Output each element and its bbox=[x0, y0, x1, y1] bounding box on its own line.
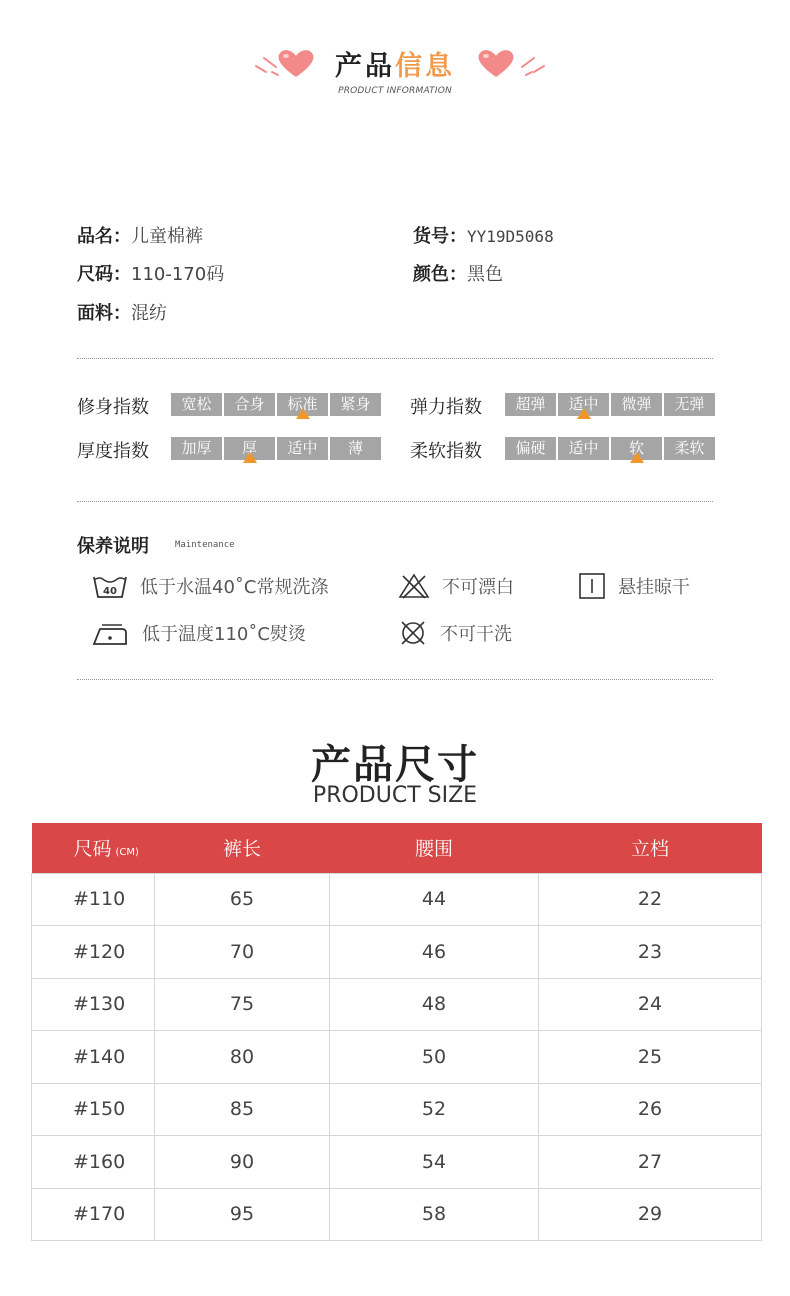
divider bbox=[77, 358, 713, 359]
table-cell: 27 bbox=[539, 1136, 762, 1189]
no-bleach-icon bbox=[398, 572, 430, 600]
scale-option: 软 bbox=[611, 437, 662, 460]
field-label: 货号： bbox=[413, 226, 467, 247]
fit-index-scale bbox=[171, 393, 381, 416]
table-cell: 44 bbox=[330, 873, 539, 926]
no-dry-clean-icon bbox=[398, 619, 428, 647]
table-cell: #110 bbox=[32, 873, 155, 926]
iron-110-icon bbox=[92, 619, 130, 647]
table-cell: 29 bbox=[539, 1188, 762, 1241]
field-label: 颜色： bbox=[413, 264, 467, 285]
heart-icon bbox=[468, 44, 548, 80]
selected-marker-icon bbox=[577, 408, 591, 419]
svg-text:40: 40 bbox=[103, 586, 117, 597]
wash-40-icon bbox=[92, 572, 128, 600]
hang-dry-icon bbox=[578, 572, 606, 600]
color-field bbox=[413, 260, 503, 286]
care-text: 悬挂晾干 bbox=[618, 577, 690, 598]
scale-option: 适中 bbox=[558, 393, 609, 416]
softness-index-scale bbox=[505, 437, 715, 460]
table-cell: 22 bbox=[539, 873, 762, 926]
size-section-subtitle: PRODUCT SIZE bbox=[312, 783, 478, 808]
scale-option: 加厚 bbox=[171, 437, 222, 460]
table-row bbox=[32, 1031, 762, 1084]
table-cell: 23 bbox=[539, 926, 762, 979]
table-cell: 70 bbox=[155, 926, 330, 979]
page-title: 产品信息 bbox=[335, 51, 455, 82]
table-cell: #120 bbox=[32, 926, 155, 979]
scale-option: 微弹 bbox=[611, 393, 662, 416]
care-item-dry-clean bbox=[398, 618, 512, 648]
scale-option: 无弹 bbox=[664, 393, 715, 416]
field-value: 110-170码 bbox=[131, 264, 225, 285]
page-subtitle: PRODUCT INFORMATION bbox=[338, 86, 452, 96]
scale-option: 柔软 bbox=[664, 437, 715, 460]
divider bbox=[77, 679, 713, 680]
selected-marker-icon bbox=[630, 452, 644, 463]
table-cell: 58 bbox=[330, 1188, 539, 1241]
care-item-iron bbox=[92, 618, 306, 648]
thickness-index-scale bbox=[171, 437, 381, 460]
care-item-wash bbox=[92, 571, 328, 601]
field-label: 品名： bbox=[77, 226, 131, 247]
care-text: 低于温度110˚C熨烫 bbox=[142, 624, 306, 645]
table-row bbox=[32, 978, 762, 1031]
selected-marker-icon bbox=[243, 452, 257, 463]
table-cell: 25 bbox=[539, 1031, 762, 1084]
table-header-row bbox=[32, 823, 762, 873]
selected-marker-icon bbox=[296, 408, 310, 419]
size-section-title: 产品尺寸 bbox=[311, 742, 479, 788]
care-item-bleach bbox=[398, 571, 514, 601]
table-cell: 75 bbox=[155, 978, 330, 1031]
elasticity-index-scale bbox=[505, 393, 715, 416]
table-cell: 26 bbox=[539, 1083, 762, 1136]
fabric-field bbox=[77, 299, 167, 325]
thickness-index-label: 厚度指数 bbox=[77, 441, 149, 462]
table-cell: #160 bbox=[32, 1136, 155, 1189]
column-header: 立档 bbox=[539, 823, 762, 873]
field-value: 黑色 bbox=[467, 264, 503, 285]
table-cell: 46 bbox=[330, 926, 539, 979]
fit-index-label: 修身指数 bbox=[77, 397, 149, 418]
section-header bbox=[0, 40, 790, 100]
care-text: 不可漂白 bbox=[442, 577, 514, 598]
table-row bbox=[32, 1188, 762, 1241]
scale-option: 偏硬 bbox=[505, 437, 556, 460]
maintenance-subtitle: Maintenance bbox=[175, 540, 235, 550]
divider bbox=[77, 501, 713, 502]
product-code-field bbox=[413, 222, 554, 248]
table-cell: 50 bbox=[330, 1031, 539, 1084]
column-header: 尺码 (CM) bbox=[32, 823, 155, 873]
field-value: 儿童棉裤 bbox=[131, 226, 203, 247]
product-name-field bbox=[77, 222, 203, 248]
table-cell: 65 bbox=[155, 873, 330, 926]
table-cell: 85 bbox=[155, 1083, 330, 1136]
table-row bbox=[32, 1083, 762, 1136]
table-cell: 24 bbox=[539, 978, 762, 1031]
table-cell: 95 bbox=[155, 1188, 330, 1241]
field-value: 混纺 bbox=[131, 303, 167, 324]
table-row bbox=[32, 926, 762, 979]
table-cell: 52 bbox=[330, 1083, 539, 1136]
table-row bbox=[32, 873, 762, 926]
scale-option: 超弹 bbox=[505, 393, 556, 416]
scale-option: 标准 bbox=[277, 393, 328, 416]
table-cell: #170 bbox=[32, 1188, 155, 1241]
care-text: 低于水温40˚C常规洗涤 bbox=[140, 577, 329, 598]
table-cell: #130 bbox=[32, 978, 155, 1031]
table-cell: #140 bbox=[32, 1031, 155, 1084]
scale-option: 紧身 bbox=[330, 393, 381, 416]
size-table bbox=[31, 823, 762, 1241]
table-cell: 48 bbox=[330, 978, 539, 1031]
field-label: 面料： bbox=[77, 303, 131, 324]
care-item-hang-dry bbox=[578, 571, 690, 601]
scale-option: 适中 bbox=[277, 437, 328, 460]
elasticity-index-label: 弹力指数 bbox=[410, 397, 482, 418]
column-header: 裤长 bbox=[155, 823, 330, 873]
scale-option: 宽松 bbox=[171, 393, 222, 416]
care-text: 不可干洗 bbox=[440, 624, 512, 645]
column-header: 腰围 bbox=[330, 823, 539, 873]
scale-option: 适中 bbox=[558, 437, 609, 460]
table-cell: 90 bbox=[155, 1136, 330, 1189]
field-value: YY19D5068 bbox=[467, 227, 554, 246]
scale-option: 合身 bbox=[224, 393, 275, 416]
maintenance-title: 保养说明 bbox=[77, 536, 149, 557]
table-cell: #150 bbox=[32, 1083, 155, 1136]
scale-option: 厚 bbox=[224, 437, 275, 460]
scale-option: 薄 bbox=[330, 437, 381, 460]
table-row bbox=[32, 1136, 762, 1189]
table-cell: 80 bbox=[155, 1031, 330, 1084]
softness-index-label: 柔软指数 bbox=[410, 441, 482, 462]
field-label: 尺码： bbox=[77, 264, 131, 285]
size-range-field bbox=[77, 260, 224, 286]
table-cell: 54 bbox=[330, 1136, 539, 1189]
